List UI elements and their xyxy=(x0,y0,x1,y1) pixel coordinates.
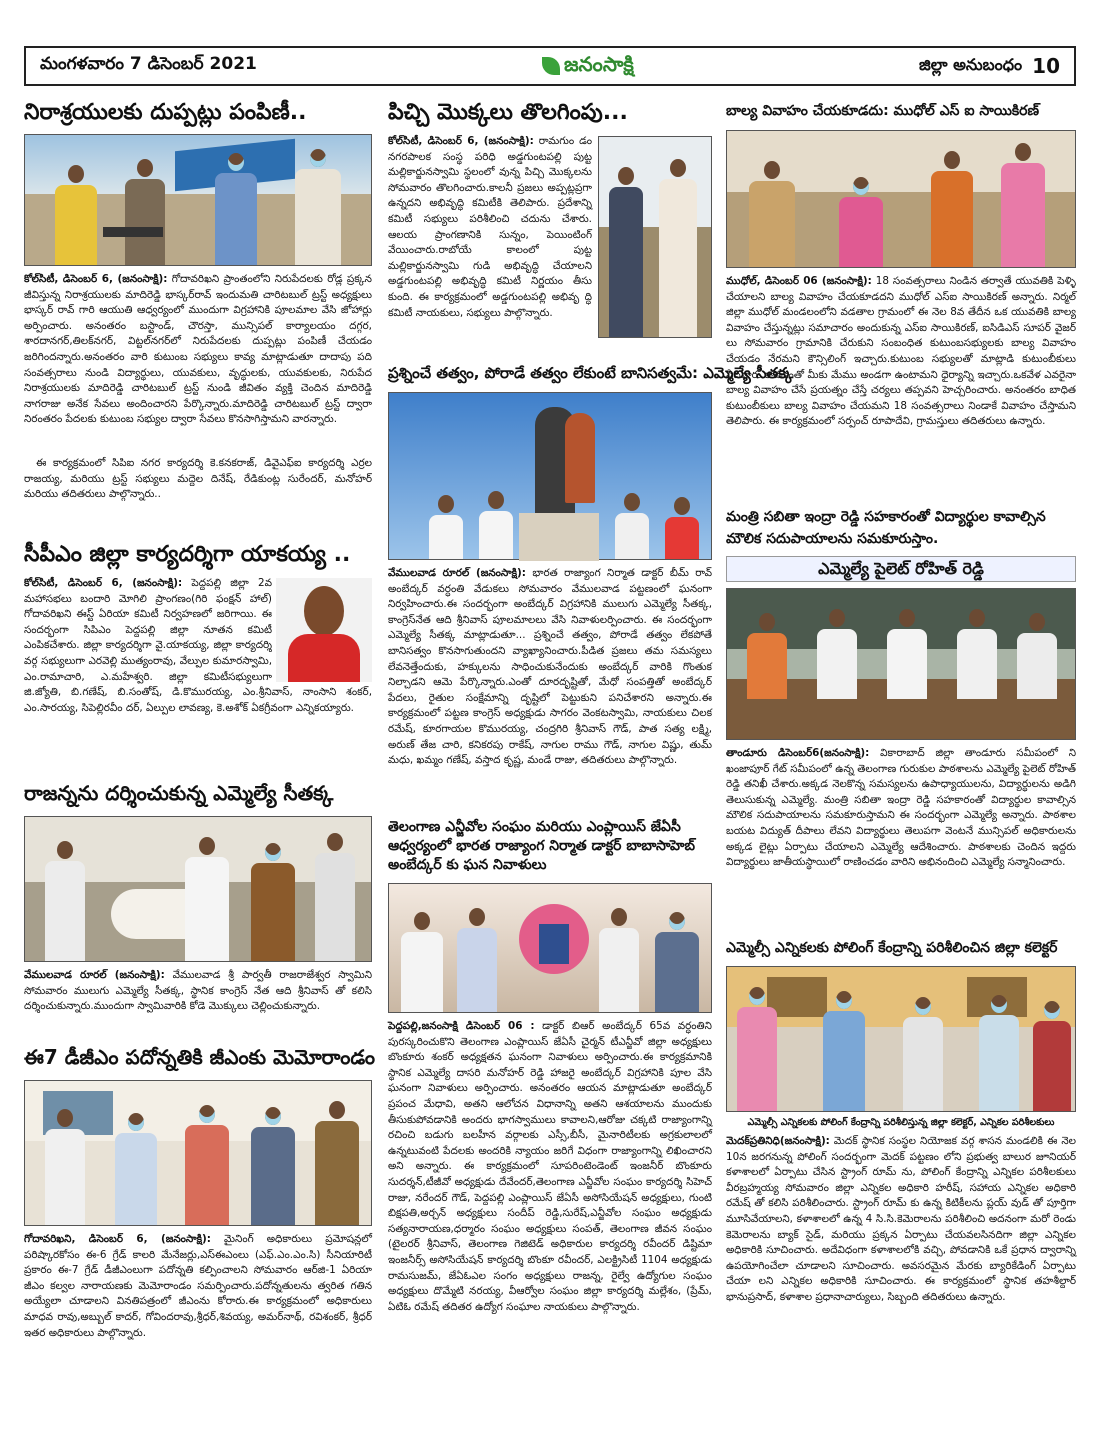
headline: ప్రశ్నించే తత్వం, పోరాడే తత్వం లేకుంటే బానిసత్వమే: ఎమ్మెల్యే సీతక్క xyxy=(388,364,794,382)
article-body-2 xyxy=(24,456,372,504)
body-text: డాక్టర్ బిఆర్ అంబేద్కర్ 65వ వర్ధంతిని పురస్కరించుకొని తెలంగాణ ఎంప్లాయిస్ జేఏసీ చైర్మన్ టీఎన్జీవో జిల్లా అధ్యక్షులు బొంకూరు శంకర్ అధ్యక్షతన ఘనంగా నివాళులు అర్పించారు.ఈ కార్యక్రమానికి స్థానిక ఎమ్మెల్యే దాసరి మనోహర్ రెడ్డి హాజరై అంబేద్కర్ విగ్రహానికి పూల వేసి ఘనంగా నివాళులు అర్పించారు. అనంతరం ఆయన మాట్లాడుతూ అంబేద్కర్ ప్రపంచ మేధావి, అతని ఆలోచన విధానాన్ని అతని ఆశయాలను ముందుకు తీసుకుపోవడానికి అందరు భాగస్వాములు కావాలని,ఆరోజు చక్కటి రాజ్యాంగాన్ని రచించి బడుగు బలహీన వర్గాలకు ఎస్సీ,బీసీ, మైనారిటీలకు అగ్రకులాలలో ఉన్నటువంటి పేదలకు అందరికి న్యాయం జరిగే విధంగా రాజ్యాంగాన్ని లిఖించారని అని అన్నారు. ఈ కార్యక్రమంలో సూపరింటెండెంట్ ఇంజనీర్ బొంకూరు సుదర్శన్,టీజీవో అధ్యక్షుడు దేవేందర్,తెలంగాణ ఎన్జీవోల సంఘం కార్యదర్శి సిహెచ్ రాజు, నరేందర్ గౌడ్, పెద్దపల్లి ఎంప్లాయిస్ జేఏసీ అసోసియేషన్ అధ్యక్షులు, గుంటి బిక్షపతి,అర్చన్ అధ్యక్షులు సందీప్ రెడ్డి,సురేష్,ఎన్జీవోల సంఘం అధ్యక్షుడు సత్యనారాయణ,ధర్మారం సంఘం అధ్యక్షులు సంపత్, తెలంగాణ జీవన సంఘం (టైలరర్ శ్రీనివాస్, తెలంగాణ గెజిటెడ్ అధికారుల కార్యదర్శి రవీందర్ డిష్టిమా ఇంజనీర్స్ అసోసియేషన్ కార్యదర్శి బొంకూ రవీందర్, ఎలక్ట్రిసిటీ 1104 అధ్యక్షుడు రామసుజమ్, జేఏఓఎల సంగం అధ్యక్షులు రాజన్న, రైల్వే ఉద్యోగుల సంఘం అధ్యక్షులు దొమ్మేటి నరయ్య, వీఆర్వోల సంఘం జిల్లా కార్యదర్శి మల్లేశం, (ప్రేమ్, ఏటిఓ రమేష్ తదితర ఉద్యోగ సంఘాల నాయకులు పాల్గొన్నారు. xyxy=(388,1020,712,1313)
article-photo xyxy=(726,966,1076,1112)
article-body xyxy=(726,746,1076,950)
article-blankets xyxy=(24,100,372,504)
body-text: మెదక్ స్థానిక సంస్థల నియోజక వర్గ శాసన మండలికి ఈ నెల 10న జరగనున్న పోలింగ్ సందర్భంగా మెదక్ పట్టణం లోని ప్రభుత్వ బాలుర జూనియర్ కళాశాలలో ఏర్పాటు చేసిన స్ట్రాంగ్ రూమ్ ను, పోలింగ్ కేంద్రాన్ని ఎన్నికల పరిశీలకులు వీరబ్రహ్మయ్య సోమవారం జిల్లా ఎన్నికల అధికారి హరీష్, సహాయ ఎన్నికల అధికారి రమేష్ తో కలిసి పరిశీలించారు. స్ట్రాంగ్ రూమ్ కు ఉన్న కిటికీలను ప్లయ్ వుడ్ తో పూర్తిగా మూసివేయాలని, కళాశాలలో ఉన్న 4 సి.సి.కెమెరాలను పరిశీలించి అదనంగా మరో రెండు కెమెరాలను బ్యాక్ సైడ్, మరియు ప్రక్కన ఏర్పాటు చేయవలసినదిగా జిల్లా ఎన్నికల అధికారికి సూచించారు. అదేవిధంగా కళాశాలలోకి వచ్చి, పోవడానికి ఒకే ప్రధాన ద్వారాన్ని ఉపయోగించేలా చూడాలని సూచించారు. అవసరమైన మేరకు బ్యారికేడింగ్ ఏర్పాటు చేయా లని ఎన్నికల అధికారికి సూచించారు. ఈ కార్యక్రమంలో స్థానిక తహశీల్దార్ భానుప్రసాద్, కళాశాల ప్రధానాచార్యులు, సిబ్బంది తదితరులు ఉన్నారు. xyxy=(726,1135,1076,1303)
dateline: కోల్‌సిటీ, డిసెంబర్ 6, (జనంసాక్షి): xyxy=(388,135,534,147)
article-body xyxy=(24,272,372,456)
article-seethakka-temple xyxy=(24,780,372,1016)
dateline: వేములవాడ రూరల్ (జనంసాక్షి): xyxy=(388,567,526,579)
article-photo xyxy=(726,588,1076,740)
headline: మంత్రి సబితా ఇంద్రా రెడ్డి సహకారంతో విద్యార్థుల కావాల్సిన మౌలిక సదుపాయాలను సమకూరుస్తాం. xyxy=(726,509,1046,547)
body-text: వికారాబాద్ జిల్లా తాండూరు సమీపంలో ని ఖంజాపూర్ గేట్ సమీపంలో ఉన్న తెలంగాణ గురుకుల పాఠశాలను ఎమ్మెల్యే పైలెట్ రోహిత్ రెడ్డి తనిఖీ చేశారు.అక్కడ నెలకొన్న సమస్యలను ఉపాధ్యాయులను, విద్యార్థులను అడిగి తెలుసుకున్న ఎమ్మెల్యే. మంత్రి సబితా ఇంద్రా రెడ్డి సహకారంతో విద్యార్థుల కావాల్సిన మౌలిక సదుపాయాలను సమకూరుస్తామని ఈ సందర్భంగా ఎమ్మెల్యే అన్నారు. పాఠశాల బయట విద్యుత్ దీపాలు లేవని విద్యార్థులు తెలుపగా వెంటనే మున్సిపల్ అధికారులను అక్కడ లైట్లు ఏర్పాటు చేయాలని ఎమ్మెల్యే ఆదేశించారు. పాఠశాలకు చెందిన ఇద్దరు విద్యార్థులు జాతీయస్థాయిలో రాణించడం వారిని అభినందించి ఎమ్మెల్యే సన్మానించారు. xyxy=(726,747,1076,869)
article-body xyxy=(24,1232,372,1386)
headline: పిచ్చి మొక్కలు తొలగింపు... xyxy=(388,100,628,125)
dateline: మెదక్‌ప్రతినిధి(జనంసాక్షి): xyxy=(726,1135,830,1147)
section-name: జిల్లా అనుబంధం xyxy=(919,54,1023,74)
body-text: పెద్దపల్లి జిల్లా 2వ మహాసభలు బందారి మోగిలి ప్రాంగణం(గిరి ఫంక్షన్ హాల్) గోదావరిఖని ఈస్ట్ ఏరియా కమిటీ నిర్వహణలో జరిగాయి. ఈ సందర్భంగా సిపిఎం పెద్దపల్లి జిల్లా నూతన కమిటీ ఎంపికచేశారు. జిల్లా కార్యదర్శిగా వై.యాకయ్య, జిల్లా కార్యదర్శి వర్గ సభ్యులుగా ఎరవెల్లి ముత్యంరావు, వేల్పుల కుమారస్వామి, ఎం.రామాచారి, ఎ.మహేశ్వరి. జిల్లా కమిటీసభ్యులుగా జి.జ్యోతి, బి.గణేష్, బి.సంతోష్, డి.కొమురయ్య, ఎం.శ్రీనివాస్, నాంసాని శంకర్, ఎం.సారయ్య, సిపెల్లిరవీం దర్, ఏల్పుల లావణ్య, కె.అశోక్ ఏకగ్రీవంగా ఎన్నికయ్యారు. xyxy=(24,577,372,714)
body-text-2: ఈ కార్యక్రమంలో సిపిఐ నగర కార్యదర్శి కె.కనకరాజ్, డివైఎఫ్ఐ కార్యదర్శి ఎర్రల రాజయ్య, మరియు ట్రస్ట్ సభ్యులు మద్దెల దినేష్, రేడికుంట్ల సురేందర్, మనోహర్ మరియు తదితరులు పాల్గొన్నారు.. xyxy=(24,457,372,501)
article-ambedkar-vemulawada xyxy=(388,362,794,816)
newspaper-name: జనంసాక్షి xyxy=(564,51,634,76)
portrait-photo xyxy=(276,578,372,682)
subheadline: ఎమ్మెల్యే పైలెట్ రోహిత్ రెడ్డి xyxy=(726,556,1076,582)
article-weed-removal xyxy=(388,100,712,338)
article-body xyxy=(24,968,372,1016)
article-photo xyxy=(388,883,712,1013)
dateline: వేములవాడ రూరల్ (జనంసాక్షి): xyxy=(24,969,165,981)
article-body xyxy=(726,1134,1076,1370)
dateline: ముధోల్, డిసెంబర్ 06 (జనంసాక్షి): xyxy=(726,275,872,287)
headline: బాల్య వివాహం చేయకూడదు: ముధోల్ ఎస్ ఐ సాయికిరణ్ xyxy=(726,103,1040,119)
article-gurukul-school xyxy=(726,506,1076,950)
newspaper-logo xyxy=(542,52,634,81)
article-dgm-memorandum xyxy=(24,1044,375,1386)
body-text: గోదావరిఖని ప్రాంతంలోని నిరుపేదలకు రోడ్ల ప్రక్కన జీవిస్తున్న నిరాశ్రయులకు మాదిరెడ్డి భాస్కర్‌రావ్ ఇందుమతి చారిటబుల్ ట్రస్ట్ అధ్యక్షులు భాస్కర్ రావ్ గారి ఆయుతి ఆధ్వర్యంలో ముందుగా విగ్రహానికి పూలమాల వేసి జోహార్లు అర్పించారు. అనంతరం బస్టాండ్, చౌరస్తా, మున్సిపల్ కార్యాలయం దగ్గర, శారదానగర్,తిలక్‌నగర్, విట్టల్‌నగర్‌లో నిరుపేదలకు దుప్పట్లు పంపిణీ చేయడం జరిగిందన్నారు.అనంతరం వారి కుటుంబ సభ్యులు కావ్య మాట్లాడుతూ దాదాపు పది సంవత్సరాలు నుండి విద్యార్థులు, యువకులు, వృద్ధులకు, యువకులకు, నిరుపేద నిరాశ్రయులకు మాదిరెడ్డి చారిటబుల్ ట్రస్ట్ నుండి జీవితం వ్యక్తి చెందిన మాదిరెడ్డి నాగరాజు అనేక సేవలు అందించారని పేర్కొన్నారు.మాదిరెడ్డి చారిటబుల్ ట్రస్ట్ ద్వారా నిరంతరం పేదలకు కుటుంబ సభ్యుల ద్వారా సేవలు కొనసాగిస్తామని వారన్నారు. xyxy=(24,273,372,426)
dateline: కోల్‌సిటీ, డిసెంబర్ 6, (జనంసాక్షి): xyxy=(24,577,183,589)
dateline: తాండూరు డిసెంబర్6(జనంసాక్షి): xyxy=(726,747,870,759)
article-photo xyxy=(24,134,372,266)
article-photo xyxy=(24,816,372,962)
body-text: రామగుం డం నగరపాలక సంస్థ పరిధి అడ్డగుంటపల్లి పుట్ట మల్లికార్జునస్వామి స్థలంలో వున్న పిచ్చి మొక్కలను సోమవారం తొలగించారు.కాలనీ ప్రజలు అప్పట్లప్రగా ఉన్నదని అభివృద్ధి కమిటీకి తెలిపారు. ప్రదేశాన్ని కమిటీ సభ్యులు పరిశీలించి చదును చేశారు. ఆలయ ప్రాంగణానికి సున్నం, పెయింటింగ్ వేయించారు.రాబోయే కాలంలో పుట్ట మల్లికార్జునస్వామి గుడి అభివృద్ధి చేయాలని అడ్డగుంటపల్లి అభివృద్ధి కమిటీ నిర్ణయం తీసు కుంది. ఈ కార్యక్రమంలో అడ్డగుంటపల్లి అభివృ ద్ధి కమిటీ నాయకులు, సభ్యులు పాల్గొన్నారు. xyxy=(388,135,592,319)
article-photo xyxy=(598,136,712,338)
article-photo xyxy=(726,130,1076,268)
headline: తెలంగాణ ఎన్జీవోల సంఘం మరియు ఎంప్లాయిస్ జేఏసీ ఆధ్వర్యంలో భారత రాజ్యాంగ నిర్మాత డాక్టర్ బాబాసాహెబ్ అంబేద్కర్ కు ఘన నివాళులు xyxy=(388,819,696,873)
headline: ఎమ్మెల్సీ ఎన్నికలకు పోలింగ్ కేంద్రాన్ని పరిశీలించిన జిల్లా కలెక్టర్ xyxy=(726,940,1058,956)
masthead xyxy=(24,46,1076,86)
dateline: కోల్‌సిటీ, డిసెంబర్ 6, (జనంసాక్షి): xyxy=(24,273,168,285)
article-body xyxy=(388,566,712,816)
body-text: 18 సంవత్సరాలు నిండిన తర్వాతే యువతికి పెళ్ళి చేయాలని బాల్య వివాహం చేయకూడదని ముధోల్ ఎస్ఐ సాయికిరణ్ అన్నారు. నిర్మల్ జిల్లా ముధోల్ మండలంలోని వడతాల గ్రామంలో ఈ నెల 8వ తేదీన ఒక యువతికి బాల్య వివాహం చేస్తున్నట్లు సమాచారం అందుకున్న ఎస్ఐ సాయికిరణ్, ఐసిడిఎస్ సూపర్ వైజర్ లు సోమవారం గ్రామానికి చేరుకుని సంబంధిత కుటుంబసభ్యులకు బాల్య వివాహం చేయడం నేరమని కౌన్సిలింగ్ ఇచ్చారు.కుటుంబ సభ్యులతో మాట్లాడి కుటుంబీకులు పేదవారు కావడంతో మీకు మేము అండగా ఉంటామని ధైర్యాన్ని ఇచ్చారు.ఒకవేళ ఎవరైనా బాల్య వివాహం చేసే ప్రయత్నం చేస్తే చర్యలు తప్పవని హెచ్చరించారు. అనంతరం బాధిత కుటుంబీకులు బాల్య వివాహం చేయమని 18 సంవత్సరాలు నిండాకే వివాహం చేస్తామని తెలిపారు. ఈ కార్యక్రమంలో సర్పంచ్ రూపాదేవి, గ్రామస్తులు తదితరులు ఉన్నారు. xyxy=(726,275,1076,428)
headline: నిరాశ్రయులకు దుప్పట్లు పంపిణీ.. xyxy=(24,100,307,125)
article-tngo-ambedkar xyxy=(388,818,712,1439)
dateline: పెద్దపల్లి,జనంసాక్షి డిసెంబర్ 06 : xyxy=(388,1020,535,1032)
body-text: మైనింగ్ అధికారులు ప్రమోషన్లలో పరిష్కారకోసం ఈ-6 గ్రేడ్ కాలరి మేనేజర్లు,ఎస్ఈఎంలు (ఎఫ్.ఎం.ఎం.సి) సీనియారిటీ ప్రకారం ఈ-7 గ్రేడ్ డీజీఎంలుగా పదోన్నతి కల్పించాలని సోమవారం ఆర్‌జి-1 ఏరియా జీఎం కల్వల నారాయణకు మెమోరాండం సమర్పించారు.పదోన్నతులను త్వరిత గతిన అయ్యేలా చూడాలని వినతిపత్రంలో జీఎంను కోరారు.ఈ కార్యక్రమంలో అధికారులు మాధవ రావు,అబ్బుల్ కాదర్, గోవిందరావు,శ్రీధర్,శివయ్య, అమర్‌నాథ్, రవిశంకర్, శ్రీధర్ ఇతర అధికారులు పాల్గొన్నారు. xyxy=(24,1233,372,1339)
leaf-icon xyxy=(542,57,560,75)
photo-caption: ఎమ్మెల్సీ ఎన్నికలకు పోలింగ్ కేంద్రాన్ని పరిశీలిస్తున్న జిల్లా కలెక్టర్, ఎన్నికల పరిశీలకులు xyxy=(747,1117,1055,1128)
article-cpm-secretary xyxy=(24,542,372,770)
article-photo xyxy=(388,392,712,560)
headline: రాజన్నను దర్శించుకున్న ఎమ్మెల్యే సీతక్క xyxy=(24,781,334,805)
headline: ఈ7 డీజీఎం పదోన్నతికి జీఎంకు మెమోరాండం xyxy=(24,1045,375,1069)
body-text: భారత రాజ్యాంగ నిర్మాత డాక్టర్ బీమ్ రావ్ అంబేద్కర్ వర్ధంతి వేడుకలు సోమవారం వేములవాడ పట్టణంలో ఘనంగా నిర్వహించారు.ఈ సందర్భంగా అంబేద్కర్ విగ్రహానికి ములుగు ఎమ్మెల్యే సీతక్క, కాంగ్రెస్‌నేత ఆది శ్రీనివాస్ పూలమాలలు వేసి నివాళులర్పించారు. ఈ సందర్భంగా ఎమ్మెల్యే సీతక్క మాట్లాడుతూ... ప్రశ్నించే తత్వం, పోరాడే తత్వం లేకపోతే బానిసత్వం కొనసాగుతుందని వ్యాఖ్యానించారు.పీడిత ప్రజలు తమ సమస్యలు లేవనెత్తేందుకు, హక్కులను సాధించుకునేందుకు అంబేద్కర్ వారికి గొంతుక నిల్చాడని ఆమె పేర్కొన్నారు.ఎంతో దూరదృష్టితో, మేధో సంపత్తితో అంబేద్కర్ పేదలు, రైతుల సంక్షేమాన్ని దృష్టిలో పెట్టుకుని పనిచేశారని అన్నారు.ఈ కార్యక్రమంలో పట్టణ కాంగ్రెస్ అధ్యక్షుడు సాగరం వెంకటస్వామి, నాయకులు చిలక రమేష్, కూరగాయల కొమురయ్య, చంద్రగిరి శ్రీనివాస్ గౌడ్, పాత సత్య లక్ష్మి, అరుణ్ తేజ చారి, కనికరపు రాకేష్, నాగుల రాము గౌడ్, నాగుల విష్ణు, తుమ్ మధు, ఖమ్మం గణేష్, వస్తాద కృష్ణ, మండే రాజు, తదితరులు పాల్గొన్నారు. xyxy=(388,567,713,767)
page-number: 10 xyxy=(1032,54,1060,78)
section-info xyxy=(919,54,1060,78)
headline: సీపీఎం జిల్లా కార్యదర్శిగా యాకయ్య .. xyxy=(24,542,351,567)
article-collector-polling xyxy=(726,938,1076,1370)
article-body xyxy=(388,1019,712,1439)
issue-date: మంగళవారం 7 డిసెంబర్ 2021 xyxy=(40,54,257,74)
article-photo xyxy=(24,1080,372,1226)
dateline: గోదావరిఖని, డిసెంబర్ 6, (జనంసాక్షి): xyxy=(24,1233,211,1245)
body-text: వేములవాడ శ్రీ పార్వతీ రాజరాజేశ్వర స్వామిని సోమవారం ములుగు ఎమ్మెల్యే సీతక్క, స్థానిక కాంగ్రెస్ నేత ఆది శ్రీనివాస్ తో కలిసి దర్శించుకున్నారు.ముందుగా స్వామివారికి కోడె మొక్కులు చెల్లించుకున్నారు. xyxy=(24,969,372,1013)
